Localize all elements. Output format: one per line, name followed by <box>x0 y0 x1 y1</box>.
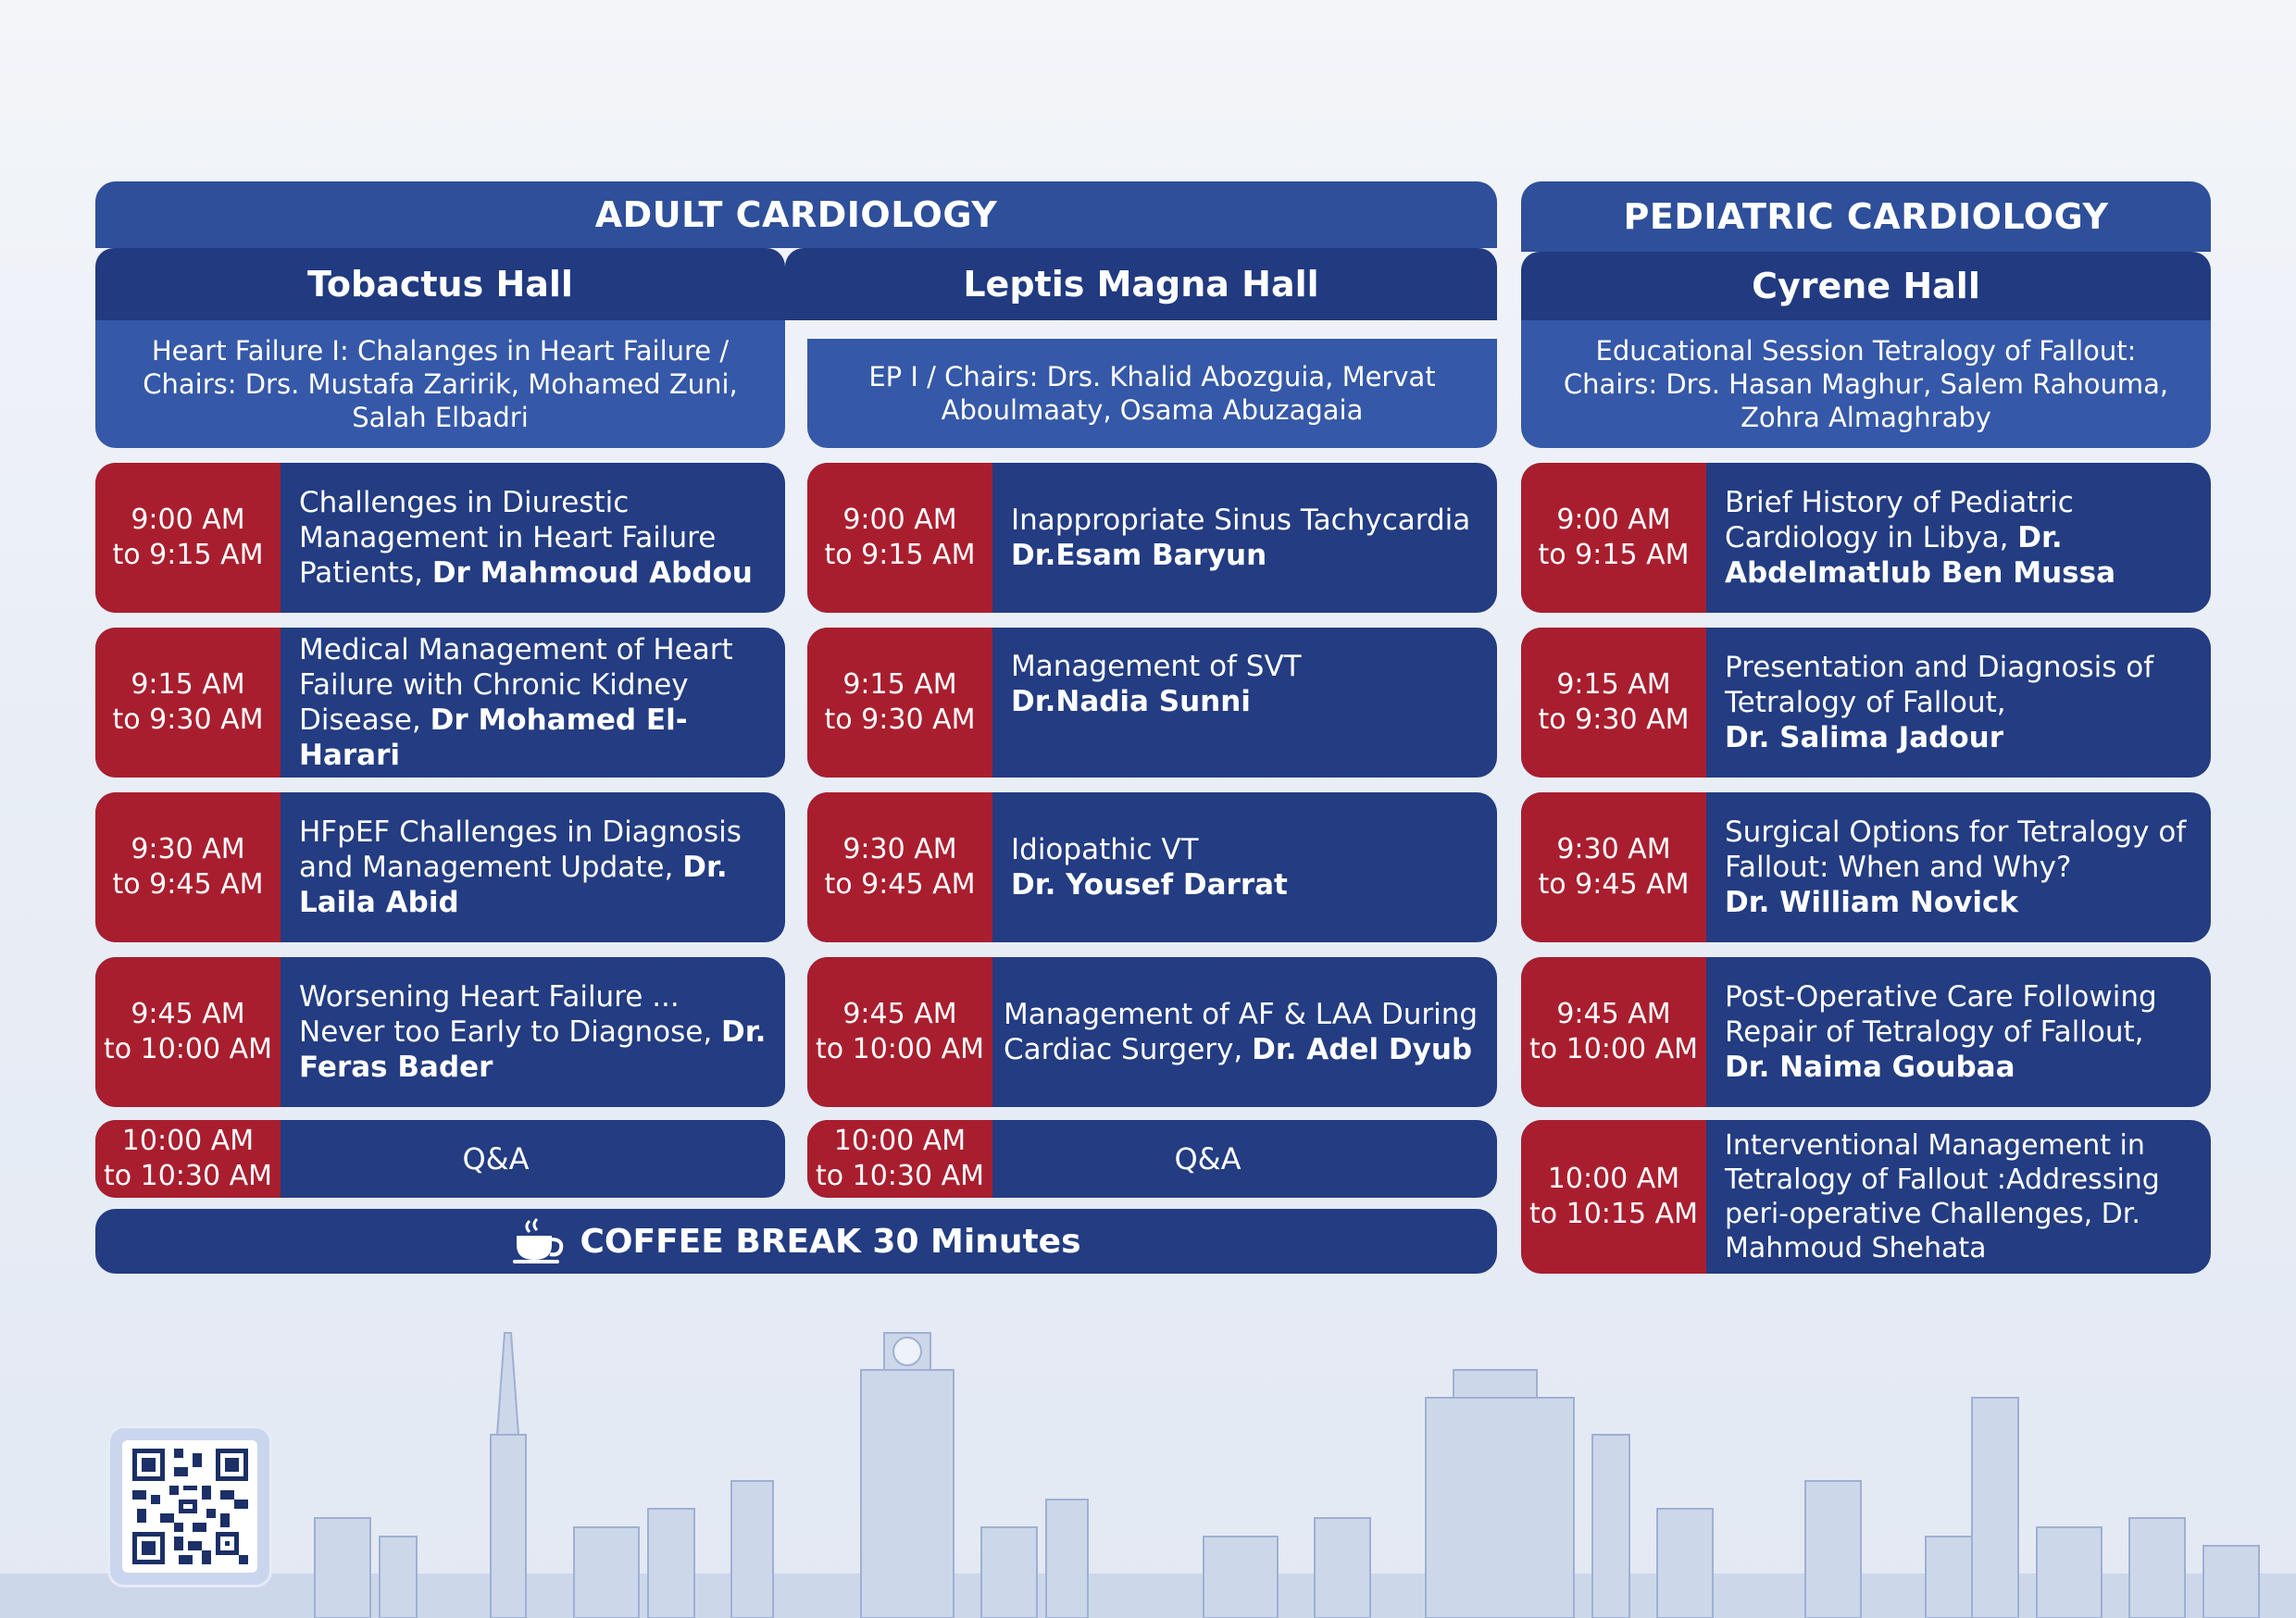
time-slot: 9:30 AM to 9:45 AM <box>95 792 281 942</box>
session-row <box>95 957 785 1107</box>
session-row <box>1521 628 2211 778</box>
speaker-name: Dr. Abdelmatlub Ben Mussa <box>1725 521 2115 590</box>
qa-label: Q&A <box>1174 1141 1242 1176</box>
time-slot: 9:00 AM to 9:15 AM <box>807 463 992 613</box>
talk-info: Presentation and Diagnosis of Tetralogy of Fallout, Dr. Salima Jadour <box>1725 651 2154 754</box>
time-slot: 10:00 AM to 10:30 AM <box>807 1120 992 1198</box>
talk-info: Inappropriate Sinus Tachycardia Dr.Esam Baryun <box>1011 504 1471 572</box>
speaker-name: Dr. Salima Jadour <box>1725 721 2003 754</box>
coffee-break-label: COFFEE BREAK 30 Minutes <box>580 1222 1081 1261</box>
talk-info: Interventional Management in Tetralogy of Fallout :Addressing peri-operative Challenges, Dr. Mahmoud Shehata <box>1725 1129 2160 1264</box>
talk-info: Brief History of Pediatric Cardiology in Libya, Dr. Abdelmatlub Ben Mussa <box>1725 486 2115 590</box>
session-row <box>95 463 785 613</box>
session-row <box>95 628 785 778</box>
city-skyline-illustration <box>0 1296 2296 1618</box>
talk-info: Challenges in Diurestic Management in Heart Failure Patients, Dr Mahmoud Abdou <box>299 486 753 590</box>
speaker-name: Dr. William Novick <box>1725 886 2018 919</box>
talk-info: Post-Operative Care Following Repair of Tetralogy of Fallout, Dr. Naima Goubaa <box>1725 980 2157 1084</box>
pediatric-cardiology-header: PEDIATRIC CARDIOLOGY <box>1521 181 2211 252</box>
time-slot: 10:00 AM to 10:30 AM <box>95 1120 281 1198</box>
session-row <box>807 628 1497 778</box>
session-row <box>1521 1120 2211 1274</box>
time-slot: 9:15 AM to 9:30 AM <box>95 628 281 778</box>
time-slot: 9:30 AM to 9:45 AM <box>1521 792 1706 942</box>
speaker-name: Dr. Naima Goubaa <box>1725 1051 2015 1084</box>
talk-info: HFpEF Challenges in Diagnosis and Management Update, Dr. Laila Abid <box>299 815 742 919</box>
qa-label: Q&A <box>462 1141 530 1176</box>
speaker-name: Dr.Esam Baryun <box>1011 539 1267 572</box>
talk-info: Medical Management of Heart Failure with Chronic Kidney Disease, Dr Mohamed El-Harari <box>299 633 733 772</box>
talk-info: Surgical Options for Tetralogy of Fallout: When and Why? Dr. William Novick <box>1725 815 2187 919</box>
session-row <box>1521 463 2211 613</box>
speaker-name: Dr.Nadia Sunni <box>1011 685 1251 718</box>
session-row <box>95 792 785 942</box>
time-slot: 9:45 AM to 10:00 AM <box>1521 957 1706 1107</box>
hall-name-leptis: Leptis Magna Hall <box>785 248 1497 320</box>
session-row <box>807 463 1497 613</box>
qr-code-icon <box>132 1449 248 1564</box>
chairs-leptis: EP I / Chairs: Drs. Khalid Abozguia, Mervat Aboulmaaty, Osama Abuzagaia <box>807 339 1497 448</box>
qr-code-frame[interactable] <box>107 1425 272 1587</box>
chairs-tobactus: Heart Failure I: Chalanges in Heart Failure / Chairs: Drs. Mustafa Zaririk, Mohamed Zuni, Salah Elbadri <box>95 320 785 448</box>
time-slot: 9:30 AM to 9:45 AM <box>807 792 992 942</box>
talk-info: Management of SVT Dr.Nadia Sunni <box>1011 650 1302 718</box>
time-slot: 9:15 AM to 9:30 AM <box>807 628 992 778</box>
session-row <box>807 792 1497 942</box>
time-slot: 9:00 AM to 9:15 AM <box>1521 463 1706 613</box>
speaker-name: Dr. Yousef Darrat <box>1011 868 1288 902</box>
talk-info: Idiopathic VT Dr. Yousef Darrat <box>1011 833 1288 902</box>
talk-info: Management of AF & LAA During Cardiac Surgery, Dr. Adel Dyub <box>1004 998 1479 1066</box>
session-row <box>807 957 1497 1107</box>
time-slot: 9:45 AM to 10:00 AM <box>95 957 281 1107</box>
speaker-name: Dr Mahmoud Abdou <box>431 556 753 590</box>
session-row <box>1521 792 2211 942</box>
speaker-name: Dr. Adel Dyub <box>1252 1033 1473 1066</box>
chairs-cyrene: Educational Session Tetralogy of Fallout: Chairs: Drs. Hasan Maghur, Salem Rahouma, Zohra Almaghraby <box>1521 320 2211 448</box>
speaker-name: Dr Mohamed El-Harari <box>299 703 688 772</box>
time-slot: 9:45 AM to 10:00 AM <box>807 957 992 1107</box>
qa-row <box>807 1120 1497 1198</box>
hall-name-cyrene: Cyrene Hall <box>1521 252 2211 320</box>
adult-cardiology-header: ADULT CARDIOLOGY <box>95 181 1497 248</box>
time-slot: 10:00 AM to 10:15 AM <box>1521 1120 1706 1274</box>
session-row <box>1521 957 2211 1107</box>
speaker-name: Dr. Laila Abid <box>299 851 728 919</box>
time-slot: 9:15 AM to 9:30 AM <box>1521 628 1706 778</box>
coffee-cup-icon <box>511 1217 567 1265</box>
hall-name-tobactus: Tobactus Hall <box>95 248 785 320</box>
speaker-name: Dr. Feras Bader <box>299 1015 767 1084</box>
talk-info: Worsening Heart Failure ... Never too Early to Diagnose, Dr. Feras Bader <box>299 980 767 1084</box>
time-slot: 9:00 AM to 9:15 AM <box>95 463 281 613</box>
coffee-break-banner <box>95 1209 1497 1274</box>
qa-row <box>95 1120 785 1198</box>
